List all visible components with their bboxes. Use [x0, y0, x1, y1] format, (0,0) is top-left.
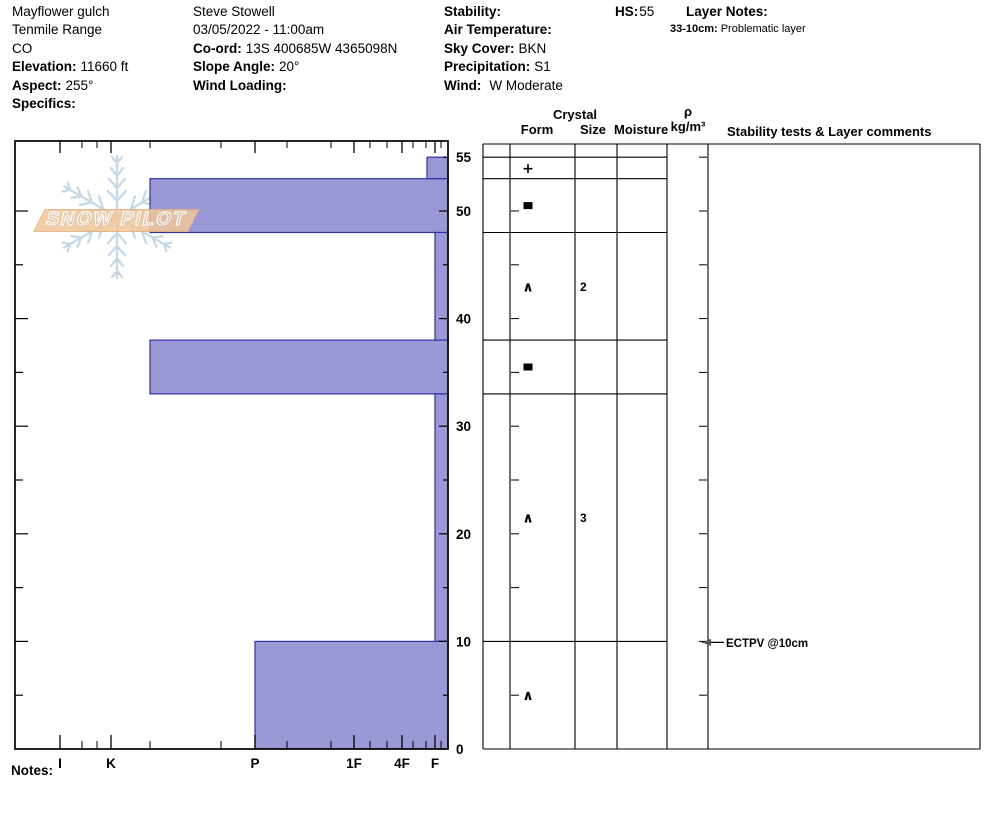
hardness-bar: [150, 179, 448, 233]
observation-coord: Co-ord: 13S 400685W 4365098N: [193, 40, 398, 56]
observer-name: Steve Stowell: [193, 4, 275, 19]
layer-notes-title: Layer Notes:: [686, 4, 768, 19]
col-header-size: Size: [579, 122, 606, 137]
grain-form-symbol: ∧: [522, 279, 534, 296]
hardness-tick-label: I: [58, 756, 62, 771]
slope-angle: Slope Angle: 20°: [193, 59, 300, 75]
site-range: Tenmile Range: [12, 22, 103, 38]
col-header-density-symbol: ρ: [683, 104, 693, 119]
hardness-tick-label: K: [106, 756, 116, 771]
depth-tick-label: 30: [456, 419, 472, 435]
grain-form-symbol-facet: [524, 364, 533, 371]
col-header-stability-comments: Stability tests & Layer comments: [727, 124, 932, 139]
observation-datetime: 03/05/2022 - 11:00am: [193, 22, 325, 38]
hs-value-line: HS:55: [615, 4, 655, 19]
depth-tick-label: 55: [456, 150, 472, 166]
depth-tick-label: 50: [456, 204, 472, 219]
hardness-tick-label: 4F: [394, 756, 410, 771]
precipitation: Precipitation: S1: [444, 59, 551, 75]
ectpv-arrow-head: [702, 639, 711, 646]
grain-form-symbol-facet: [524, 202, 533, 209]
hardness-tick-label: P: [250, 756, 260, 771]
hardness-tick-label: 1F: [346, 756, 362, 771]
sky-cover: Sky Cover: BKN: [444, 40, 547, 56]
depth-tick-label: 20: [456, 526, 472, 542]
hardness-bar: [427, 157, 448, 179]
site-specifics: Specifics:: [12, 96, 76, 112]
hardness-bar: [435, 394, 448, 642]
notes-label: Notes:: [11, 763, 54, 778]
site-name: Mayflower gulch: [12, 4, 110, 19]
ectpv-annotation-text: ECTPV @10cm: [726, 637, 809, 650]
site-aspect: Aspect: 255°: [12, 77, 94, 93]
hardness-bar: [255, 641, 448, 749]
depth-tick-label: 40: [456, 311, 472, 327]
col-header-form: Form: [520, 122, 554, 137]
stability: Stability:: [444, 4, 502, 19]
grain-form-symbol: ∧: [522, 510, 534, 527]
grain-form-symbol: ∧: [522, 688, 534, 705]
depth-tick-label: 0: [456, 742, 464, 757]
logo-text: SNOW PILOT: [44, 209, 190, 230]
air-temperature: Air Temperature:: [444, 22, 552, 38]
depth-tick-label: 10: [456, 634, 472, 650]
col-header-crystal: Crystal: [552, 107, 598, 122]
col-header-moisture: Moisture: [614, 122, 669, 137]
grain-size-value: 2: [580, 279, 587, 294]
col-header-density-unit: kg/m³: [670, 119, 706, 134]
hardness-bar: [150, 340, 448, 394]
grain-size-value: 3: [580, 511, 587, 526]
hardness-tick-label: F: [430, 756, 440, 771]
logo-band: [33, 209, 200, 232]
grain-form-symbol: +: [522, 160, 534, 177]
site-elevation: Elevation: 11660 ft: [12, 59, 129, 75]
wind: Wind: W Moderate: [444, 77, 563, 93]
layer-note-item: 33-10cm: Problematic layer: [670, 23, 806, 35]
hardness-bar: [435, 233, 448, 341]
site-state: CO: [12, 40, 33, 56]
wind-loading: Wind Loading:: [193, 77, 287, 93]
